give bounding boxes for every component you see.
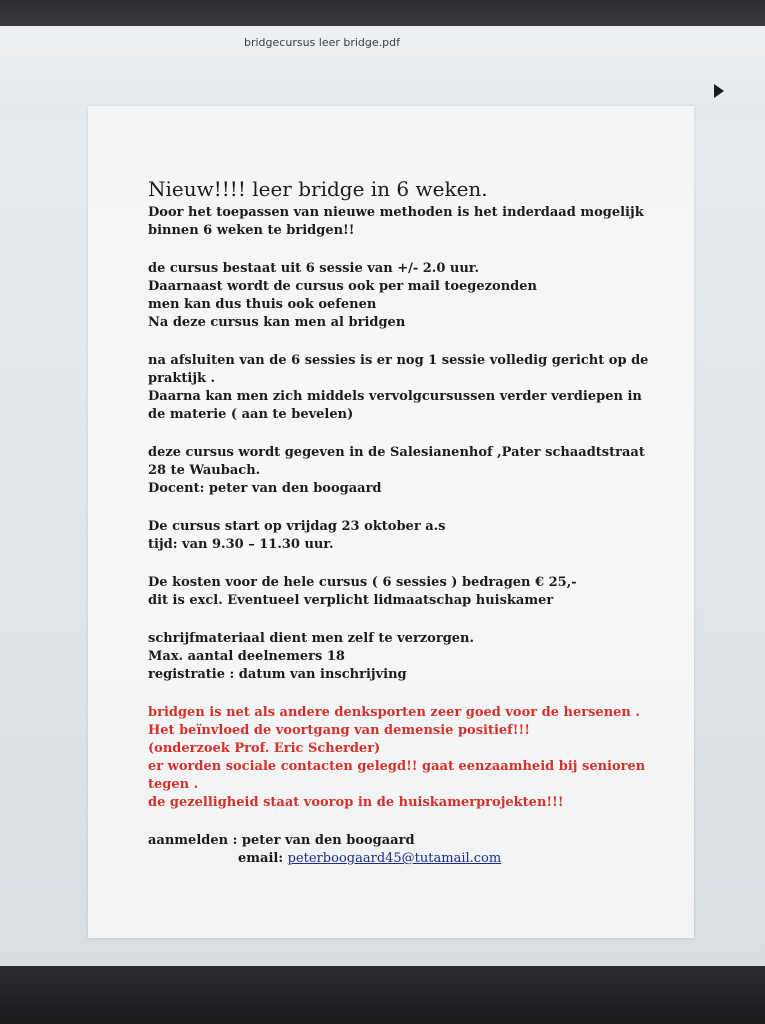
text-line: Het beïnvloed de voortgang van demensie positief!!! xyxy=(148,723,530,738)
costs-paragraph xyxy=(148,574,628,610)
text-line: tijd: van 9.30 – 11.30 uur. xyxy=(148,537,334,552)
practical-paragraph xyxy=(148,630,628,684)
text-line: bridgen is net als andere denksporten zeer goed voor de hersenen . xyxy=(148,705,640,720)
flyer-content xyxy=(148,176,649,888)
benefits-paragraph xyxy=(148,704,646,812)
location-paragraph xyxy=(148,444,645,498)
text-line: registratie : datum van inschrijving xyxy=(148,667,407,682)
text-line: tegen . xyxy=(148,777,199,792)
text-line: Daarna kan men zich middels vervolgcursussen verder verdiepen in xyxy=(148,389,642,404)
after-course-paragraph xyxy=(148,352,649,424)
text-line: na afsluiten van de 6 sessies is er nog 1 sessie volledig gericht op de xyxy=(148,353,649,368)
signup-label: aanmelden : peter van den boogaard xyxy=(148,833,415,848)
text-line: de cursus bestaat uit 6 sessie van +/- 2.0 uur. xyxy=(148,261,479,276)
text-line: praktijk . xyxy=(148,371,216,386)
monitor-bezel-top xyxy=(0,0,765,28)
mouse-pointer-icon xyxy=(714,84,724,98)
text-line: de gezelligheid staat voorop in de huiskamerprojekten!!! xyxy=(148,795,564,810)
text-line: Docent: peter van den boogaard xyxy=(148,481,382,496)
email-link[interactable]: peterboogaard45@tutamail.com xyxy=(287,851,502,866)
text-line: De kosten voor de hele cursus ( 6 sessies ) bedragen € 25,- xyxy=(148,575,577,590)
signup-paragraph xyxy=(148,832,628,868)
text-line: (onderzoek Prof. Eric Scherder) xyxy=(148,741,381,756)
text-line: de materie ( aan te bevelen) xyxy=(148,407,354,422)
intro-paragraph xyxy=(148,204,644,240)
text-line: Max. aantal deelnemers 18 xyxy=(148,649,345,664)
flyer-headline: Nieuw!!!! leer bridge in 6 weken. xyxy=(148,177,488,201)
text-line: De cursus start op vrijdag 23 oktober a.s xyxy=(148,519,446,534)
text-line: er worden sociale contacten gelegd!! gaat eenzaamheid bij senioren xyxy=(148,759,646,774)
start-paragraph xyxy=(148,518,628,554)
text-line: binnen 6 weken te bridgen!! xyxy=(148,223,355,238)
email-line xyxy=(148,850,628,868)
viewer-title-bar xyxy=(0,26,765,118)
text-line: Daarnaast wordt de cursus ook per mail toegezonden xyxy=(148,279,537,294)
text-line: dit is excl. Eventueel verplicht lidmaatschap huiskamer xyxy=(148,593,554,608)
text-line: deze cursus wordt gegeven in de Salesianenhof ,Pater schaadtstraat xyxy=(148,445,645,460)
text-line: 28 te Waubach. xyxy=(148,463,261,478)
text-line: Na deze cursus kan men al bridgen xyxy=(148,315,406,330)
monitor-bezel-bottom xyxy=(0,966,765,1024)
text-line: men kan dus thuis ook oefenen xyxy=(148,297,377,312)
email-label: email: xyxy=(238,851,288,866)
document-title: bridgecursus leer bridge.pdf xyxy=(244,36,401,49)
text-line: schrijfmateriaal dient men zelf te verzorgen. xyxy=(148,631,475,646)
text-line: Door het toepassen van nieuwe methoden is het inderdaad mogelijk xyxy=(148,205,644,220)
course-paragraph xyxy=(148,260,628,332)
